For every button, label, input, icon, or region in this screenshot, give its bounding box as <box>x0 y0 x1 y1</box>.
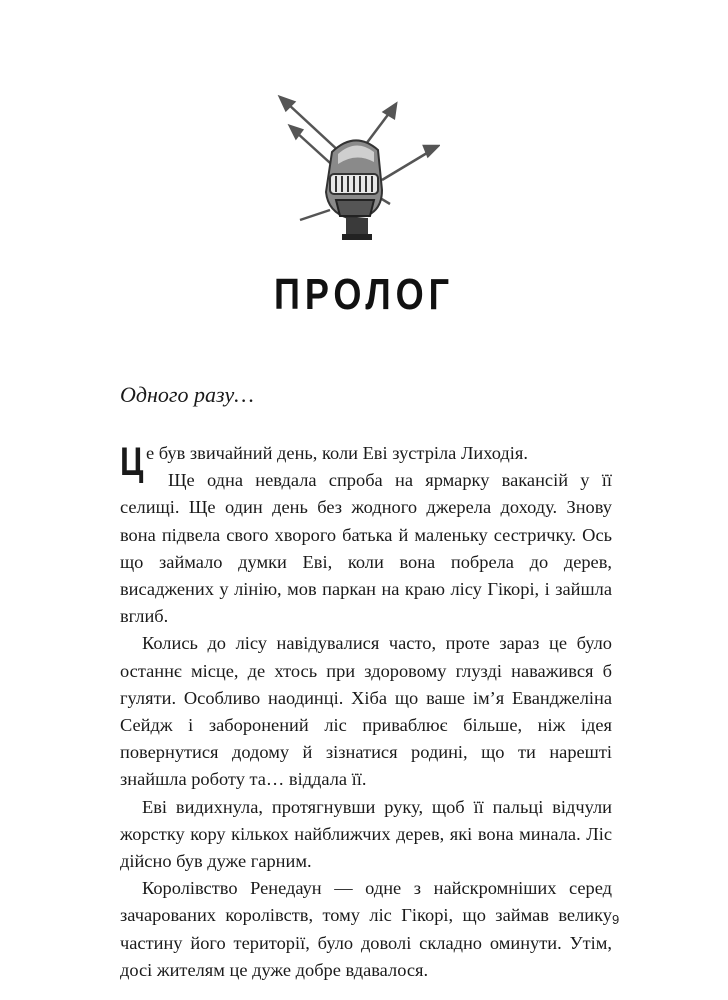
epigraph: Одного разу… <box>120 382 254 407</box>
drop-cap: Ц <box>120 440 144 484</box>
paragraph-3: Колись до лісу навідувалися часто, проте зараз це було останнє місце, де хтось при здоровому глузді наважився б гуляти. Особливо наодинці. Хіба що ваше ім’я Еванджеліна Сейдж і заборонений ліс приваблює більше, ніж ідея повернутися додому й зізнатися родині, що ти нарешті знайшла роботу та… віддала її. <box>120 633 612 790</box>
paragraph-text: е був звичайний день, коли Еві зустріла Лиходія. <box>146 443 528 463</box>
paragraph-4: Еві видихнула, протягнувши руку, щоб її пальці відчули жорстку кору кількох найближчих дерев, які вона минала. Ліс дійсно був дуже гарним. <box>120 796 612 872</box>
body-text <box>120 440 612 984</box>
knight-helmet-with-arrows-icon <box>270 92 440 252</box>
paragraph-5: Королівство Ренедаун — одне з найскромніших серед зачарованих королівств, тому ліс Гікорі, що займав велику частину його території, було доволі складно оминути. Утім, досі жителям це дуже добре вдавалося. <box>120 878 612 980</box>
chapter-title: ПРОЛОГ <box>273 270 455 319</box>
paragraph-1 <box>120 440 612 484</box>
paragraph-2: Ще одна невдала спроба на ярмарку вакансій у її селищі. Ще один день без жодного джерела доходу. Знову вона підвела свого хворого батька й маленьку сестричку. Ось що займало думки Еві, коли вона побрела до дерев, висаджених у лінію, мов паркан на краю лісу Гікорі, і зайшла вглиб. <box>120 470 612 627</box>
page-number: 9 <box>612 912 620 927</box>
